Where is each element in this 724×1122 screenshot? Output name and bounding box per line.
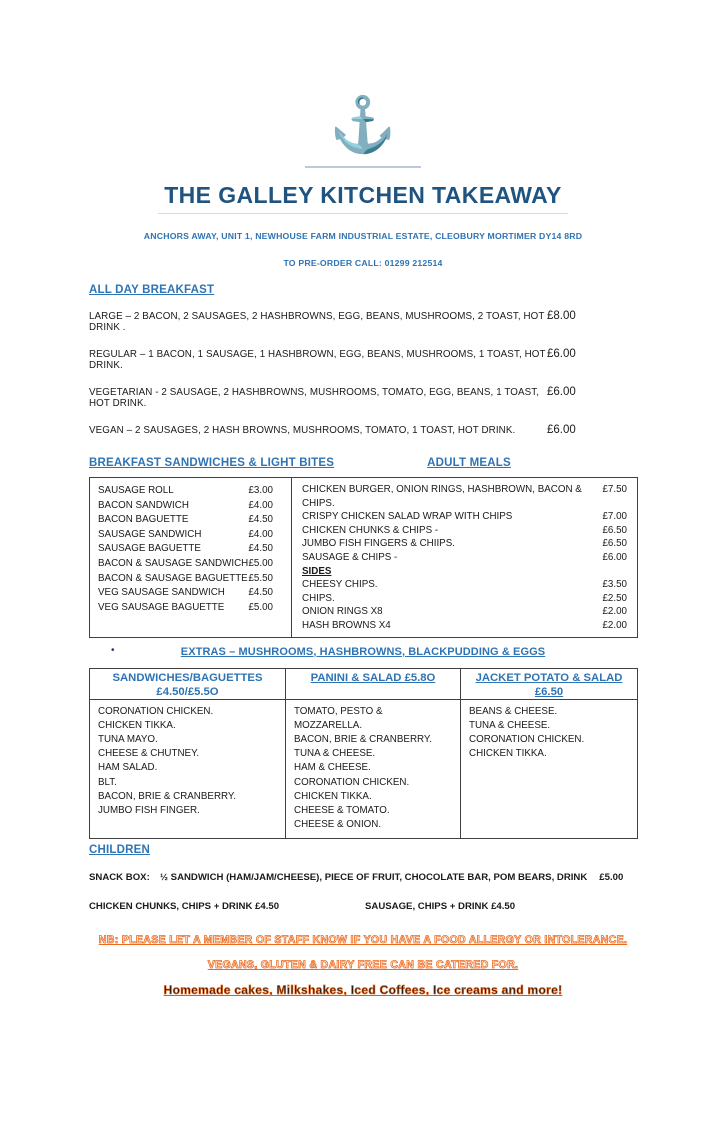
column-header [461, 669, 637, 700]
menu-row [302, 578, 627, 592]
allergy-notice [89, 934, 637, 946]
column-header [286, 669, 460, 700]
jacket-potato-column [461, 669, 637, 839]
column-header [90, 669, 285, 700]
item-name: CHEESE & CHUTNEY. [98, 748, 200, 760]
item-price: £7.00 [602, 511, 627, 523]
snack-box-price: £5.00 [599, 872, 624, 884]
item-name: CHEESY CHIPS. [302, 579, 378, 591]
kids-meal: CHICKEN CHUNKS, CHIPS + DRINK £4.50 [89, 901, 280, 913]
item-price: £2.00 [602, 606, 627, 618]
item-price: £5.00 [248, 601, 273, 613]
item-name: CORONATION CHICKEN. [294, 776, 410, 788]
menu-page [0, 95, 724, 1122]
menu-row [98, 528, 287, 543]
kids-meals-row [89, 901, 637, 913]
item-name: HAM & CHEESE. [294, 762, 371, 774]
anchor-icon: ⚓ [329, 95, 397, 155]
column-header-line2: £6.50 [534, 685, 564, 698]
item-price: £2.00 [602, 619, 627, 631]
breakfast-item-price: £6.00 [547, 348, 576, 360]
menu-row [302, 551, 627, 565]
breakfast-item-price: £8.00 [547, 310, 576, 322]
item-name: BACON SANDWICH [98, 499, 189, 511]
item-name: CHIPS. [302, 592, 335, 604]
snack-box-label: SNACK BOX: [89, 872, 150, 884]
item-name: ONION RINGS X8 [302, 606, 383, 618]
snack-box-desc: ½ SANDWICH (HAM/JAM/CHEESE), PIECE OF FRUIT, CHOCOLATE BAR, POM BEARS, DRINK [160, 872, 588, 884]
address-line: ANCHORS AWAY, UNIT 1, NEWHOUSE FARM INDUSTRIAL ESTATE, CLEOBURY MORTIMER DY14 8RD [143, 231, 583, 241]
item-name: VEG SAUSAGE BAGUETTE [98, 601, 225, 613]
menu-row [98, 499, 287, 514]
item-price: £6.50 [602, 538, 627, 550]
breakfast-item-price: £6.00 [547, 424, 576, 436]
menu-row [302, 619, 627, 633]
menu-row [302, 510, 627, 524]
menu-row [302, 592, 627, 606]
breakfast-item [89, 386, 637, 409]
sides-heading: SIDES [302, 565, 332, 577]
item-price: £3.00 [248, 485, 273, 496]
column-items [286, 700, 460, 839]
extras-line [89, 644, 637, 659]
item-name: SAUSAGE SANDWICH [98, 528, 202, 540]
item-name: TUNA & CHEESE. [469, 719, 551, 731]
menu-row [98, 601, 287, 616]
item-name: CORONATION CHICKEN. [98, 705, 214, 717]
breakfast-item-desc: REGULAR – 1 BACON, 1 SAUSAGE, 1 HASHBROWN, EGG, BEANS, MUSHROOMS, 1 TOAST, HOT DRINK. [89, 349, 546, 371]
item-name: BACON BAGUETTE [98, 514, 189, 526]
menu-row [98, 572, 287, 587]
light-bites-heading: BREAKFAST SANDWICHES & LIGHT BITES [89, 457, 335, 469]
item-name: JUMBO FISH FINGER. [98, 804, 200, 816]
phone-line: TO PRE-ORDER CALL: 01299 212514 [283, 258, 443, 268]
item-name: CHEESE & TOMATO. [294, 804, 390, 816]
breakfast-item-desc: LARGE – 2 BACON, 2 SAUSAGES, 2 HASHBROWNS, EGG, BEANS, MUSHROOMS, 2 TOAST, HOT DRINK . [89, 311, 545, 333]
header-divider [305, 166, 421, 168]
item-name: SAUSAGE ROLL [98, 485, 174, 496]
item-price: £6.00 [602, 551, 627, 563]
item-name: BACON & SAUSAGE SANDWICH [98, 557, 249, 569]
menu-row [98, 542, 287, 557]
menu-row [302, 524, 627, 538]
column-header-line1: SANDWICHES/BAGUETTES [112, 671, 263, 684]
item-price: £3.50 [602, 579, 627, 591]
item-name: CRISPY CHICKEN SALAD WRAP WITH CHIPS [302, 511, 513, 523]
item-name: JUMBO FISH FINGERS & CHIIPS. [302, 538, 455, 550]
item-name: BEANS & CHEESE. [469, 705, 558, 717]
breakfast-item [89, 424, 637, 436]
menu-row [302, 537, 627, 551]
breakfast-heading: ALL DAY BREAKFAST [89, 284, 215, 296]
item-name: CHEESE & ONION. [294, 819, 382, 831]
kids-meal: SAUSAGE, CHIPS + DRINK £4.50 [365, 901, 516, 913]
item-name: HAM SALAD. [98, 762, 158, 774]
item-name: CORONATION CHICKEN. [469, 733, 585, 745]
item-name: CHICKEN TIKKA. [294, 790, 372, 802]
item-price: £4.00 [248, 528, 273, 540]
vegan-notice-text: VEGANS, GLUTEN & DAIRY FREE CAN BE CATERED FOR. [207, 959, 519, 972]
homemade-notice-text: Homemade cakes, Milkshakes, Iced Coffees, Ice creams and more! [163, 983, 563, 998]
column-header-line2: £4.50/£5.5O [156, 685, 219, 698]
menu-header [89, 95, 637, 268]
item-price: £4.50 [248, 587, 273, 599]
menu-row [98, 484, 287, 499]
item-price: £6.50 [602, 524, 627, 536]
breakfast-item [89, 310, 637, 333]
menu-row [98, 586, 287, 601]
item-price: £7.50 [602, 484, 627, 495]
item-name: BACON, BRIE & CRANBERRY. [294, 733, 432, 745]
item-name: TOMATO, PESTO & MOZZARELLA. [294, 705, 383, 731]
menu-row [98, 513, 287, 528]
menu-row [98, 557, 287, 572]
column-header-line1: JACKET POTATO & SALAD [475, 671, 623, 684]
item-name: TUNA MAYO. [98, 733, 158, 745]
breakfast-item [89, 348, 637, 371]
item-price: £5.00 [248, 557, 273, 569]
item-name: BACON, BRIE & CRANBERRY. [98, 790, 236, 802]
breakfast-item-desc: VEGETARIAN - 2 SAUSAGE, 2 HASHBROWNS, MUSHROOMS, TOMATO, EGG, BEANS, 1 TOAST, HOT DRINK. [89, 387, 540, 409]
extras-text: EXTRAS – MUSHROOMS, HASHBROWNS, BLACKPUDDING & EGGS [180, 645, 546, 658]
page-title: THE GALLEY KITCHEN TAKEAWAY [158, 182, 568, 214]
children-heading: CHILDREN [89, 844, 151, 857]
item-name: VEG SAUSAGE SANDWICH [98, 587, 225, 599]
homemade-notice [89, 983, 637, 997]
item-name: HASH BROWNS X4 [302, 619, 391, 631]
column-header-line1: PANINI & SALAD £5.8O [310, 671, 436, 684]
item-price: £4.50 [248, 543, 273, 555]
allergy-notice-text: NB: PLEASE LET A MEMBER OF STAFF KNOW IF YOU HAVE A FOOD ALLERGY OR INTOLERANCE. [98, 934, 628, 947]
item-name: BLT. [98, 776, 117, 788]
item-price: £4.50 [248, 514, 273, 526]
column-items [90, 700, 285, 825]
panini-column [286, 669, 461, 839]
adult-meals-column [292, 478, 637, 637]
light-bites-column [90, 478, 292, 637]
vegan-notice [89, 959, 637, 971]
column-items [461, 700, 637, 813]
item-name: SAUSAGE & CHIPS - [302, 551, 398, 563]
item-name: CHICKEN TIKKA. [469, 748, 547, 760]
item-name: BACON & SAUSAGE BAGUETTE [98, 572, 248, 584]
bullet-icon: • [111, 644, 115, 656]
menu-row [302, 483, 627, 510]
meal-boxes-table [89, 668, 638, 840]
item-name: SAUSAGE BAGUETTE [98, 543, 201, 555]
snack-box-row [89, 872, 637, 883]
item-price: £2.50 [602, 592, 627, 604]
item-name: CHICKEN CHUNKS & CHIPS - [302, 524, 439, 536]
item-name: CHICKEN TIKKA. [98, 719, 176, 731]
sandwiches-column [90, 669, 286, 839]
item-name: CHICKEN BURGER, ONION RINGS, HASHBROWN, BACON & CHIPS. [302, 484, 582, 509]
item-price: £4.00 [248, 499, 273, 511]
breakfast-item-price: £6.00 [547, 386, 576, 398]
menu-row [302, 605, 627, 619]
light-bites-table [89, 477, 638, 638]
breakfast-item-desc: VEGAN – 2 SAUSAGES, 2 HASH BROWNS, MUSHROOMS, TOMATO, 1 TOAST, HOT DRINK. [89, 425, 516, 436]
item-name: TUNA & CHEESE. [294, 748, 376, 760]
adult-meals-heading: ADULT MEALS [427, 457, 511, 469]
item-price: £5.50 [248, 572, 273, 584]
